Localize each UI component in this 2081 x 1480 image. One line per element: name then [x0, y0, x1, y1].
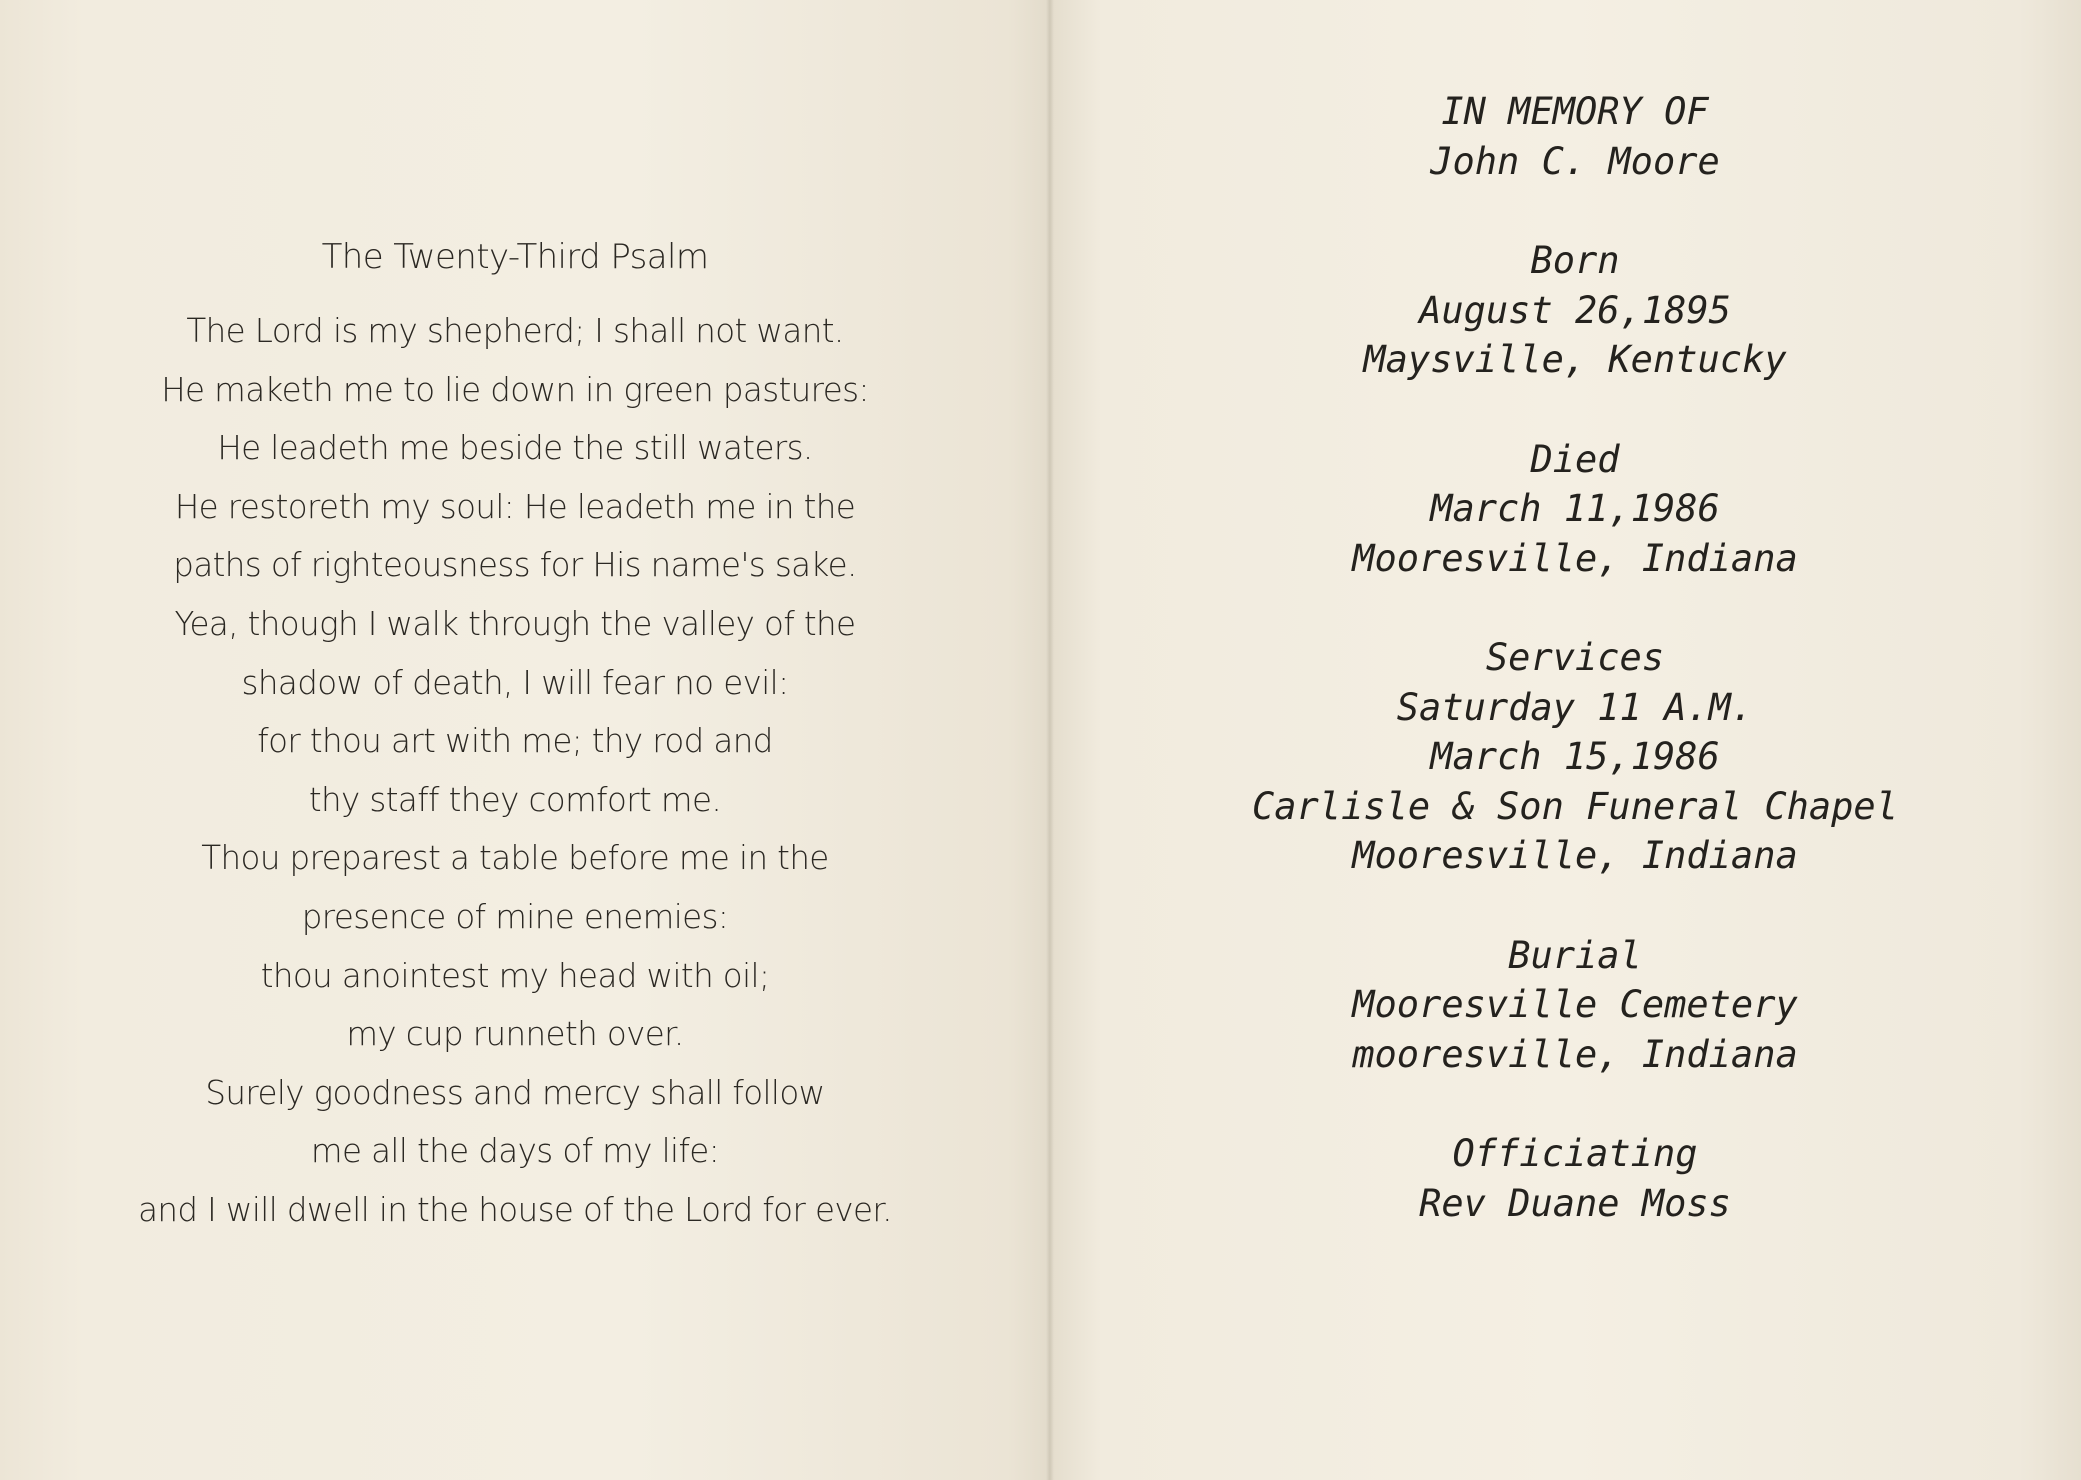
psalm-line: He leadeth me beside the still waters.: [217, 429, 813, 468]
psalm-line: He maketh me to lie down in green pastures:: [161, 370, 869, 409]
officiant-name: Rev Duane Moss: [1419, 1181, 1731, 1225]
services-heading: Services: [1485, 636, 1665, 679]
psalm-line: presence of mine enemies:: [301, 897, 729, 936]
psalm-text: [0, 302, 1030, 1240]
psalm-line: and I will dwell in the house of the Lord for ever.: [138, 1190, 892, 1229]
deceased-name: John C. Moore: [1430, 139, 1720, 183]
psalm-line: thy staff they comfort me.: [308, 780, 722, 819]
born-section: [1060, 236, 2081, 385]
psalm-line: He restoreth my soul: He leadeth me in the: [174, 487, 856, 526]
died-section: [1060, 435, 2081, 584]
psalm-line: thou anointest my head with oil;: [260, 956, 770, 995]
psalm-block: [0, 230, 1030, 1240]
services-time: Saturday 11 A.M.: [1396, 685, 1754, 729]
psalm-line: shadow of death, I will fear no evil:: [241, 663, 789, 702]
services-venue: Carlisle & Son Funeral Chapel: [1251, 784, 1898, 828]
in-memory-section: [1060, 87, 2081, 186]
officiating-heading: Officiating: [1452, 1132, 1698, 1175]
memorial-block: [1060, 87, 2081, 1228]
services-section: [1060, 633, 2081, 881]
psalm-line: The Lord is my shepherd; I shall not want.: [186, 312, 844, 350]
psalm-line: Yea, though I walk through the valley of the: [174, 604, 856, 643]
birth-date: August 26,1895: [1419, 288, 1731, 332]
services-place: Mooresville, Indiana: [1352, 834, 1798, 877]
born-heading: Born: [1530, 239, 1620, 282]
death-place: Mooresville, Indiana: [1352, 536, 1798, 580]
death-date: March 11,1986: [1430, 487, 1720, 530]
psalm-line: my cup runneth over.: [346, 1015, 684, 1054]
birth-place: Maysville, Kentucky: [1363, 338, 1787, 381]
burial-cemetery: Mooresville Cemetery: [1352, 983, 1798, 1026]
psalm-line: me all the days of my life:: [310, 1132, 720, 1171]
in-memory-heading: IN MEMORY OF: [1441, 90, 1709, 133]
psalm-line: paths of righteousness for His name's sake.: [173, 546, 857, 585]
officiating-section: [1060, 1129, 2081, 1228]
died-heading: Died: [1530, 437, 1620, 481]
burial-place: mooresville, Indiana: [1352, 1032, 1798, 1076]
psalm-line: Surely goodness and mercy shall follow: [205, 1073, 825, 1112]
burial-section: [1060, 931, 2081, 1080]
services-date: March 15,1986: [1430, 735, 1720, 778]
burial-heading: Burial: [1508, 933, 1642, 977]
page-fold: [1046, 0, 1054, 1480]
psalm-line: for thou art with me; thy rod and: [257, 722, 773, 761]
psalm-line: Thou preparest a table before me in the: [201, 839, 829, 878]
psalm-title: The Twenty-Third Psalm: [321, 237, 709, 277]
